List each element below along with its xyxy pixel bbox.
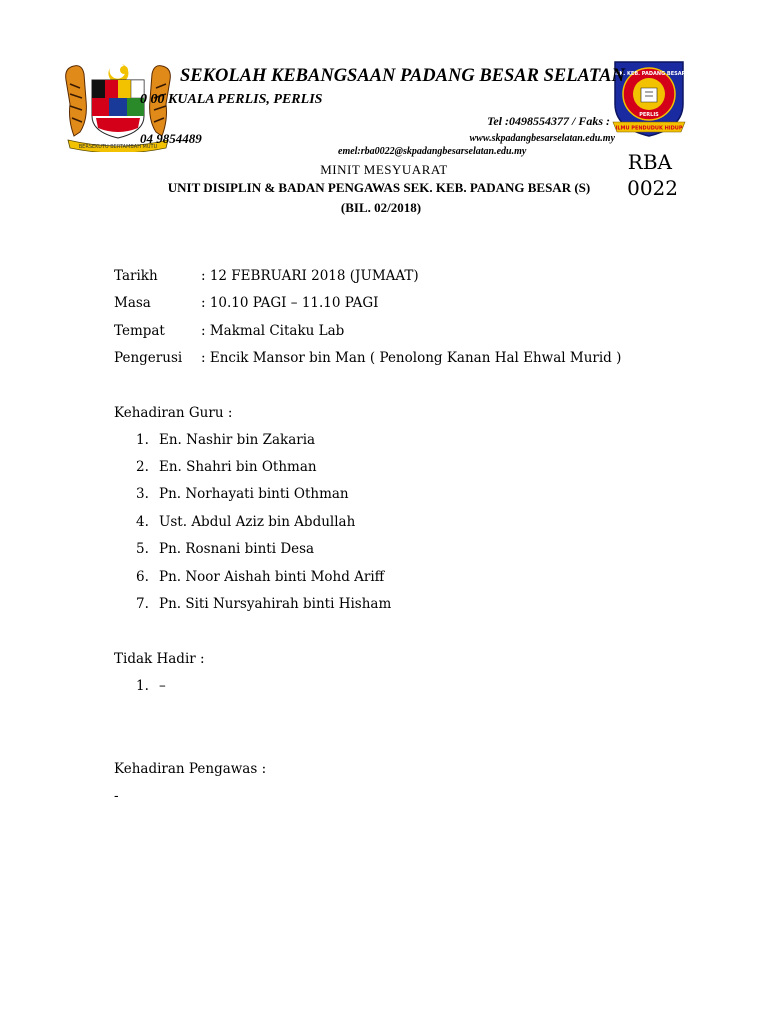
date-label: Tarikh xyxy=(114,268,158,284)
list-item: Ust. Abdul Aziz bin Abdullah xyxy=(159,514,356,530)
list-item-number: 4. xyxy=(136,514,149,530)
list-item: Pn. Norhayati binti Othman xyxy=(159,486,349,502)
date-value: : 12 FEBRUARI 2018 (JUMAAT) xyxy=(201,268,419,284)
prefects-present-value: - xyxy=(114,788,119,804)
list-item: Pn. Noor Aishah binti Mohd Ariff xyxy=(159,569,385,585)
chairperson-value: : Encik Mansor bin Man ( Penolong Kanan Hal Ehwal Murid ) xyxy=(201,350,622,366)
chairperson-label: Pengerusi xyxy=(114,350,183,366)
list-item-number: 1. xyxy=(136,432,149,448)
coat-of-arms-motto: BERSEKUTU BERTAMBAH MUTU xyxy=(78,144,158,150)
school-website-link[interactable]: www.skpadangbesarselatan.edu.my xyxy=(469,133,615,144)
list-item-number: 3. xyxy=(136,486,149,502)
list-item-number: 7. xyxy=(136,596,149,612)
school-address: 0 00 KUALA PERLIS, PERLIS xyxy=(140,92,323,107)
list-item-number: 6. xyxy=(136,569,149,585)
badge-mid-text: PERLIS xyxy=(639,112,659,118)
venue-label: Tempat xyxy=(114,323,165,339)
prefects-present-heading: Kehadiran Pengawas : xyxy=(114,761,267,777)
school-email-link[interactable]: emel:rba0022@skpadangbesarselatan.edu.my xyxy=(338,146,527,157)
time-label: Masa xyxy=(114,295,151,311)
list-item-number: 2. xyxy=(136,459,149,475)
list-item: Pn. Rosnani binti Desa xyxy=(159,541,315,557)
absent-heading: Tidak Hadir : xyxy=(114,651,205,667)
meeting-number: (BIL. 02/2018) xyxy=(340,200,422,215)
school-name: SEKOLAH KEBANGSAAN PADANG BESAR SELATAN xyxy=(180,66,625,86)
list-item: Pn. Siti Nursyahirah binti Hisham xyxy=(159,596,392,612)
teachers-present-heading: Kehadiran Guru : xyxy=(114,405,233,421)
time-value: : 10.10 PAGI – 11.10 PAGI xyxy=(201,295,379,311)
list-item-number: 5. xyxy=(136,541,149,557)
school-fax-number: 04 9854489 xyxy=(140,131,202,146)
school-code-number: 0022 xyxy=(627,176,678,200)
document-title: MINIT MESYUARAT xyxy=(320,162,448,177)
venue-value: : Makmal Citaku Lab xyxy=(201,323,345,339)
list-item-number: 1. xyxy=(136,678,149,694)
document-subtitle: UNIT DISIPLIN & BADAN PENGAWAS SEK. KEB. PADANG BESAR (S) xyxy=(167,180,591,195)
list-item: En. Nashir bin Zakaria xyxy=(159,432,316,448)
list-item: – xyxy=(159,678,166,694)
list-item: En. Shahri bin Othman xyxy=(159,459,317,475)
badge-top-text: SEK. KEB. PADANG BESAR xyxy=(612,71,686,77)
school-code-prefix: RBA xyxy=(627,150,672,174)
school-telephone: Tel :0498554377 / Faks : xyxy=(487,114,610,128)
badge-banner-text: ILMU PENDUDUK HIDUP xyxy=(615,125,683,132)
